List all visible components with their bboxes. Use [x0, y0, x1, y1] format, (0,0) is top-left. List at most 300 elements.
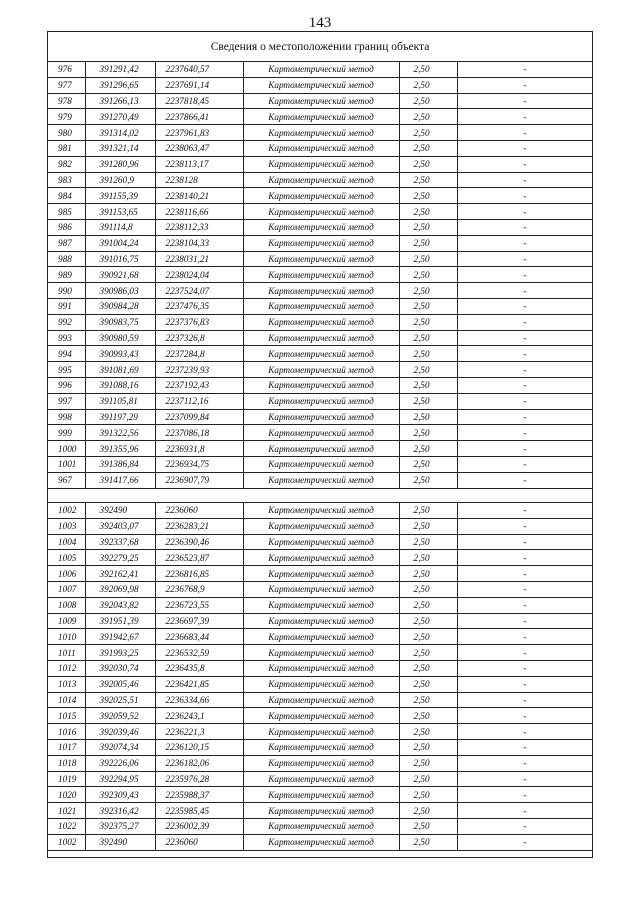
method-cell: Картометрический метод — [243, 283, 399, 299]
note-cell: - — [457, 425, 592, 441]
point-number-cell: 984 — [48, 188, 85, 204]
table-row — [48, 298, 592, 314]
accuracy-cell: 2,50 — [399, 550, 457, 566]
table-row — [48, 503, 592, 519]
note-cell: - — [457, 188, 592, 204]
table-row — [48, 283, 592, 299]
accuracy-cell: 2,50 — [399, 204, 457, 220]
note-cell: - — [457, 771, 592, 787]
table-row — [48, 393, 592, 409]
accuracy-cell: 2,50 — [399, 472, 457, 488]
table-row — [48, 629, 592, 645]
point-number-cell: 998 — [48, 409, 85, 425]
method-cell: Картометрический метод — [243, 172, 399, 188]
x-coordinate-cell: 391197,29 — [85, 409, 155, 425]
point-number-cell: 1002 — [48, 503, 85, 519]
method-cell: Картометрический метод — [243, 818, 399, 834]
accuracy-cell: 2,50 — [399, 346, 457, 362]
point-number-cell: 1001 — [48, 456, 85, 472]
table-row — [48, 172, 592, 188]
x-coordinate-cell: 391153,65 — [85, 204, 155, 220]
y-coordinate-cell: 2237640,57 — [155, 62, 243, 77]
note-cell: - — [457, 77, 592, 93]
point-number-cell: 991 — [48, 298, 85, 314]
point-number-cell: 986 — [48, 219, 85, 235]
point-number-cell: 1002 — [48, 834, 85, 850]
method-cell: Картометрический метод — [243, 676, 399, 692]
y-coordinate-cell: 2235976,28 — [155, 771, 243, 787]
method-cell: Картометрический метод — [243, 204, 399, 220]
note-cell: - — [457, 550, 592, 566]
x-coordinate-cell: 391993,25 — [85, 645, 155, 661]
method-cell: Картометрический метод — [243, 566, 399, 582]
y-coordinate-cell: 2236816,85 — [155, 566, 243, 582]
method-cell: Картометрический метод — [243, 503, 399, 519]
table-row — [48, 156, 592, 172]
note-cell: - — [457, 566, 592, 582]
x-coordinate-cell: 392039,46 — [85, 724, 155, 740]
table-row — [48, 645, 592, 661]
accuracy-cell: 2,50 — [399, 140, 457, 156]
x-coordinate-cell: 391114,8 — [85, 219, 155, 235]
table-row — [48, 660, 592, 676]
note-cell: - — [457, 109, 592, 125]
y-coordinate-cell: 2237239,93 — [155, 362, 243, 378]
point-number-cell: 1006 — [48, 566, 85, 582]
point-number-cell: 1017 — [48, 739, 85, 755]
point-number-cell: 993 — [48, 330, 85, 346]
y-coordinate-cell: 2237524,07 — [155, 283, 243, 299]
point-number-cell: 981 — [48, 140, 85, 156]
table-row — [48, 676, 592, 692]
x-coordinate-cell: 391280,96 — [85, 156, 155, 172]
accuracy-cell: 2,50 — [399, 219, 457, 235]
table-row — [48, 125, 592, 141]
y-coordinate-cell: 2236002,39 — [155, 818, 243, 834]
y-coordinate-cell: 2237099,84 — [155, 409, 243, 425]
y-coordinate-cell: 2236060 — [155, 503, 243, 519]
accuracy-cell: 2,50 — [399, 566, 457, 582]
y-coordinate-cell: 2235988,37 — [155, 787, 243, 803]
note-cell: - — [457, 346, 592, 362]
accuracy-cell: 2,50 — [399, 724, 457, 740]
table-row — [48, 550, 592, 566]
note-cell: - — [457, 645, 592, 661]
accuracy-cell: 2,50 — [399, 645, 457, 661]
note-cell: - — [457, 62, 592, 77]
table-row — [48, 613, 592, 629]
y-coordinate-cell: 2236390,46 — [155, 534, 243, 550]
note-cell: - — [457, 93, 592, 109]
y-coordinate-cell: 2237086,18 — [155, 425, 243, 441]
point-number-cell: 1020 — [48, 787, 85, 803]
point-number-cell: 977 — [48, 77, 85, 93]
accuracy-cell: 2,50 — [399, 771, 457, 787]
accuracy-cell: 2,50 — [399, 441, 457, 457]
accuracy-cell: 2,50 — [399, 93, 457, 109]
table-row — [48, 787, 592, 803]
point-number-cell: 994 — [48, 346, 85, 362]
y-coordinate-cell: 2238024,04 — [155, 267, 243, 283]
table-row — [48, 235, 592, 251]
table-row — [48, 251, 592, 267]
y-coordinate-cell: 2238113,17 — [155, 156, 243, 172]
point-number-cell: 1015 — [48, 708, 85, 724]
accuracy-cell: 2,50 — [399, 62, 457, 77]
table-row — [48, 708, 592, 724]
y-coordinate-cell: 2236421,85 — [155, 676, 243, 692]
method-cell: Картометрический метод — [243, 692, 399, 708]
y-coordinate-cell: 2238116,66 — [155, 204, 243, 220]
table-row — [48, 566, 592, 582]
point-number-cell: 1000 — [48, 441, 85, 457]
table-row — [48, 140, 592, 156]
table-row — [48, 377, 592, 393]
note-cell: - — [457, 409, 592, 425]
method-cell: Картометрический метод — [243, 109, 399, 125]
x-coordinate-cell: 391155,39 — [85, 188, 155, 204]
table-row — [48, 834, 592, 850]
x-coordinate-cell: 392490 — [85, 503, 155, 519]
table-row — [48, 534, 592, 550]
note-cell: - — [457, 818, 592, 834]
point-number-cell: 1022 — [48, 818, 85, 834]
point-number-cell: 976 — [48, 62, 85, 77]
y-coordinate-cell: 2236283,21 — [155, 518, 243, 534]
accuracy-cell: 2,50 — [399, 739, 457, 755]
method-cell: Картометрический метод — [243, 251, 399, 267]
y-coordinate-cell: 2236768,9 — [155, 581, 243, 597]
accuracy-cell: 2,50 — [399, 629, 457, 645]
method-cell: Картометрический метод — [243, 330, 399, 346]
table-row — [48, 425, 592, 441]
point-number-cell: 995 — [48, 362, 85, 378]
point-number-cell: 979 — [48, 109, 85, 125]
accuracy-cell: 2,50 — [399, 377, 457, 393]
page-number: 143 — [308, 15, 332, 31]
method-cell: Картометрический метод — [243, 188, 399, 204]
note-cell: - — [457, 377, 592, 393]
note-cell: - — [457, 581, 592, 597]
x-coordinate-cell: 392226,06 — [85, 755, 155, 771]
y-coordinate-cell: 2236060 — [155, 834, 243, 850]
method-cell: Картометрический метод — [243, 581, 399, 597]
x-coordinate-cell: 392074,34 — [85, 739, 155, 755]
x-coordinate-cell: 390986,03 — [85, 283, 155, 299]
x-coordinate-cell: 391270,49 — [85, 109, 155, 125]
accuracy-cell: 2,50 — [399, 787, 457, 803]
method-cell: Картометрический метод — [243, 787, 399, 803]
table-row — [48, 362, 592, 378]
note-cell: - — [457, 441, 592, 457]
accuracy-cell: 2,50 — [399, 283, 457, 299]
y-coordinate-cell: 2236120,15 — [155, 739, 243, 755]
method-cell: Картометрический метод — [243, 62, 399, 77]
accuracy-cell: 2,50 — [399, 235, 457, 251]
point-number-cell: 1016 — [48, 724, 85, 740]
x-coordinate-cell: 392030,74 — [85, 660, 155, 676]
table-gap — [48, 488, 592, 502]
method-cell: Картометрический метод — [243, 409, 399, 425]
table-row — [48, 409, 592, 425]
x-coordinate-cell: 392294,95 — [85, 771, 155, 787]
point-number-cell: 1004 — [48, 534, 85, 550]
x-coordinate-cell: 391942,67 — [85, 629, 155, 645]
method-cell: Картометрический метод — [243, 803, 399, 819]
method-cell: Картометрический метод — [243, 140, 399, 156]
x-coordinate-cell: 391355,96 — [85, 441, 155, 457]
note-cell: - — [457, 204, 592, 220]
point-number-cell: 990 — [48, 283, 85, 299]
method-cell: Картометрический метод — [243, 834, 399, 850]
x-coordinate-cell: 392162,41 — [85, 566, 155, 582]
note-cell: - — [457, 472, 592, 488]
y-coordinate-cell: 2236182,06 — [155, 755, 243, 771]
x-coordinate-cell: 391314,02 — [85, 125, 155, 141]
note-cell: - — [457, 235, 592, 251]
point-number-cell: 1013 — [48, 676, 85, 692]
table-title: Сведения о местоположении границ объекта — [48, 32, 592, 62]
y-coordinate-cell: 2236723,55 — [155, 597, 243, 613]
point-number-cell: 1019 — [48, 771, 85, 787]
x-coordinate-cell: 391417,66 — [85, 472, 155, 488]
method-cell: Картометрический метод — [243, 597, 399, 613]
accuracy-cell: 2,50 — [399, 330, 457, 346]
method-cell: Картометрический метод — [243, 362, 399, 378]
method-cell: Картометрический метод — [243, 456, 399, 472]
point-number-cell: 989 — [48, 267, 85, 283]
x-coordinate-cell: 392403,07 — [85, 518, 155, 534]
accuracy-cell: 2,50 — [399, 534, 457, 550]
x-coordinate-cell: 392043,82 — [85, 597, 155, 613]
method-cell: Картометрический метод — [243, 346, 399, 362]
method-cell: Картометрический метод — [243, 393, 399, 409]
x-coordinate-cell: 392309,43 — [85, 787, 155, 803]
accuracy-cell: 2,50 — [399, 393, 457, 409]
method-cell: Картометрический метод — [243, 125, 399, 141]
note-cell: - — [457, 456, 592, 472]
y-coordinate-cell: 2238063,47 — [155, 140, 243, 156]
note-cell: - — [457, 755, 592, 771]
note-cell: - — [457, 724, 592, 740]
table-row — [48, 109, 592, 125]
note-cell: - — [457, 314, 592, 330]
accuracy-cell: 2,50 — [399, 125, 457, 141]
point-number-cell: 1010 — [48, 629, 85, 645]
y-coordinate-cell: 2238128 — [155, 172, 243, 188]
y-coordinate-cell: 2237691,14 — [155, 77, 243, 93]
note-cell: - — [457, 298, 592, 314]
method-cell: Картометрический метод — [243, 314, 399, 330]
accuracy-cell: 2,50 — [399, 503, 457, 519]
point-number-cell: 980 — [48, 125, 85, 141]
point-number-cell: 1008 — [48, 597, 85, 613]
accuracy-cell: 2,50 — [399, 518, 457, 534]
method-cell: Картометрический метод — [243, 739, 399, 755]
x-coordinate-cell: 392059,52 — [85, 708, 155, 724]
note-cell: - — [457, 140, 592, 156]
point-number-cell: 967 — [48, 472, 85, 488]
y-coordinate-cell: 2238112,33 — [155, 219, 243, 235]
note-cell: - — [457, 787, 592, 803]
note-cell: - — [457, 362, 592, 378]
point-number-cell: 1011 — [48, 645, 85, 661]
note-cell: - — [457, 597, 592, 613]
method-cell: Картометрический метод — [243, 629, 399, 645]
method-cell: Картометрический метод — [243, 377, 399, 393]
method-cell: Картометрический метод — [243, 441, 399, 457]
x-coordinate-cell: 391004,24 — [85, 235, 155, 251]
table-row — [48, 771, 592, 787]
accuracy-cell: 2,50 — [399, 409, 457, 425]
note-cell: - — [457, 125, 592, 141]
coordinates-table-bottom — [48, 502, 592, 851]
accuracy-cell: 2,50 — [399, 298, 457, 314]
x-coordinate-cell: 392316,42 — [85, 803, 155, 819]
method-cell: Картометрический метод — [243, 518, 399, 534]
table-row — [48, 330, 592, 346]
note-cell: - — [457, 283, 592, 299]
note-cell: - — [457, 708, 592, 724]
point-number-cell: 1009 — [48, 613, 85, 629]
x-coordinate-cell: 390983,75 — [85, 314, 155, 330]
y-coordinate-cell: 2237376,83 — [155, 314, 243, 330]
x-coordinate-cell: 392069,98 — [85, 581, 155, 597]
method-cell: Картометрический метод — [243, 724, 399, 740]
y-coordinate-cell: 2236435,8 — [155, 660, 243, 676]
method-cell: Картометрический метод — [243, 219, 399, 235]
point-number-cell: 997 — [48, 393, 85, 409]
point-number-cell: 1005 — [48, 550, 85, 566]
table-row — [48, 314, 592, 330]
table-row — [48, 818, 592, 834]
accuracy-cell: 2,50 — [399, 755, 457, 771]
note-cell: - — [457, 219, 592, 235]
method-cell: Картометрический метод — [243, 267, 399, 283]
table-row — [48, 472, 592, 488]
note-cell: - — [457, 534, 592, 550]
x-coordinate-cell: 391291,42 — [85, 62, 155, 77]
method-cell: Картометрический метод — [243, 660, 399, 676]
table-row — [48, 803, 592, 819]
accuracy-cell: 2,50 — [399, 267, 457, 283]
x-coordinate-cell: 391386,84 — [85, 456, 155, 472]
table-row — [48, 441, 592, 457]
accuracy-cell: 2,50 — [399, 77, 457, 93]
x-coordinate-cell: 390993,43 — [85, 346, 155, 362]
accuracy-cell: 2,50 — [399, 803, 457, 819]
note-cell: - — [457, 267, 592, 283]
x-coordinate-cell: 392375,27 — [85, 818, 155, 834]
y-coordinate-cell: 2236697,39 — [155, 613, 243, 629]
accuracy-cell: 2,50 — [399, 818, 457, 834]
accuracy-cell: 2,50 — [399, 456, 457, 472]
table-row — [48, 188, 592, 204]
x-coordinate-cell: 391105,81 — [85, 393, 155, 409]
note-cell: - — [457, 393, 592, 409]
y-coordinate-cell: 2237192,43 — [155, 377, 243, 393]
point-number-cell: 1014 — [48, 692, 85, 708]
note-cell: - — [457, 803, 592, 819]
point-number-cell: 982 — [48, 156, 85, 172]
note-cell: - — [457, 739, 592, 755]
method-cell: Картометрический метод — [243, 156, 399, 172]
note-cell: - — [457, 692, 592, 708]
table-row — [48, 93, 592, 109]
point-number-cell: 1021 — [48, 803, 85, 819]
y-coordinate-cell: 2236523,87 — [155, 550, 243, 566]
point-number-cell: 1012 — [48, 660, 85, 676]
note-cell: - — [457, 676, 592, 692]
x-coordinate-cell: 392490 — [85, 834, 155, 850]
x-coordinate-cell: 391266,13 — [85, 93, 155, 109]
coordinates-table-top — [48, 62, 592, 489]
y-coordinate-cell: 2237866,41 — [155, 109, 243, 125]
method-cell: Картометрический метод — [243, 77, 399, 93]
y-coordinate-cell: 2236334,66 — [155, 692, 243, 708]
y-coordinate-cell: 2237326,8 — [155, 330, 243, 346]
point-number-cell: 1018 — [48, 755, 85, 771]
x-coordinate-cell: 391081,69 — [85, 362, 155, 378]
method-cell: Картометрический метод — [243, 93, 399, 109]
y-coordinate-cell: 2238140,21 — [155, 188, 243, 204]
method-cell: Картометрический метод — [243, 613, 399, 629]
y-coordinate-cell: 2236683,44 — [155, 629, 243, 645]
y-coordinate-cell: 2235985,45 — [155, 803, 243, 819]
point-number-cell: 983 — [48, 172, 85, 188]
method-cell: Картометрический метод — [243, 472, 399, 488]
table-row — [48, 692, 592, 708]
table-row — [48, 755, 592, 771]
accuracy-cell: 2,50 — [399, 425, 457, 441]
point-number-cell: 999 — [48, 425, 85, 441]
x-coordinate-cell: 391088,16 — [85, 377, 155, 393]
table-row — [48, 518, 592, 534]
table-row — [48, 219, 592, 235]
point-number-cell: 988 — [48, 251, 85, 267]
accuracy-cell: 2,50 — [399, 834, 457, 850]
method-cell: Картометрический метод — [243, 771, 399, 787]
y-coordinate-cell: 2236931,8 — [155, 441, 243, 457]
table-row — [48, 581, 592, 597]
x-coordinate-cell: 390980,59 — [85, 330, 155, 346]
accuracy-cell: 2,50 — [399, 581, 457, 597]
x-coordinate-cell: 392279,25 — [85, 550, 155, 566]
accuracy-cell: 2,50 — [399, 156, 457, 172]
accuracy-cell: 2,50 — [399, 172, 457, 188]
accuracy-cell: 2,50 — [399, 109, 457, 125]
y-coordinate-cell: 2238031,21 — [155, 251, 243, 267]
x-coordinate-cell: 392005,46 — [85, 676, 155, 692]
method-cell: Картометрический метод — [243, 298, 399, 314]
table-row — [48, 456, 592, 472]
point-number-cell: 992 — [48, 314, 85, 330]
note-cell: - — [457, 251, 592, 267]
accuracy-cell: 2,50 — [399, 597, 457, 613]
table-row — [48, 62, 592, 77]
point-number-cell: 987 — [48, 235, 85, 251]
x-coordinate-cell: 391321,14 — [85, 140, 155, 156]
table-row — [48, 267, 592, 283]
y-coordinate-cell: 2236934,75 — [155, 456, 243, 472]
method-cell: Картометрический метод — [243, 708, 399, 724]
y-coordinate-cell: 2237284,8 — [155, 346, 243, 362]
y-coordinate-cell: 2237961,83 — [155, 125, 243, 141]
accuracy-cell: 2,50 — [399, 692, 457, 708]
note-cell: - — [457, 503, 592, 519]
method-cell: Картометрический метод — [243, 425, 399, 441]
x-coordinate-cell: 391322,56 — [85, 425, 155, 441]
